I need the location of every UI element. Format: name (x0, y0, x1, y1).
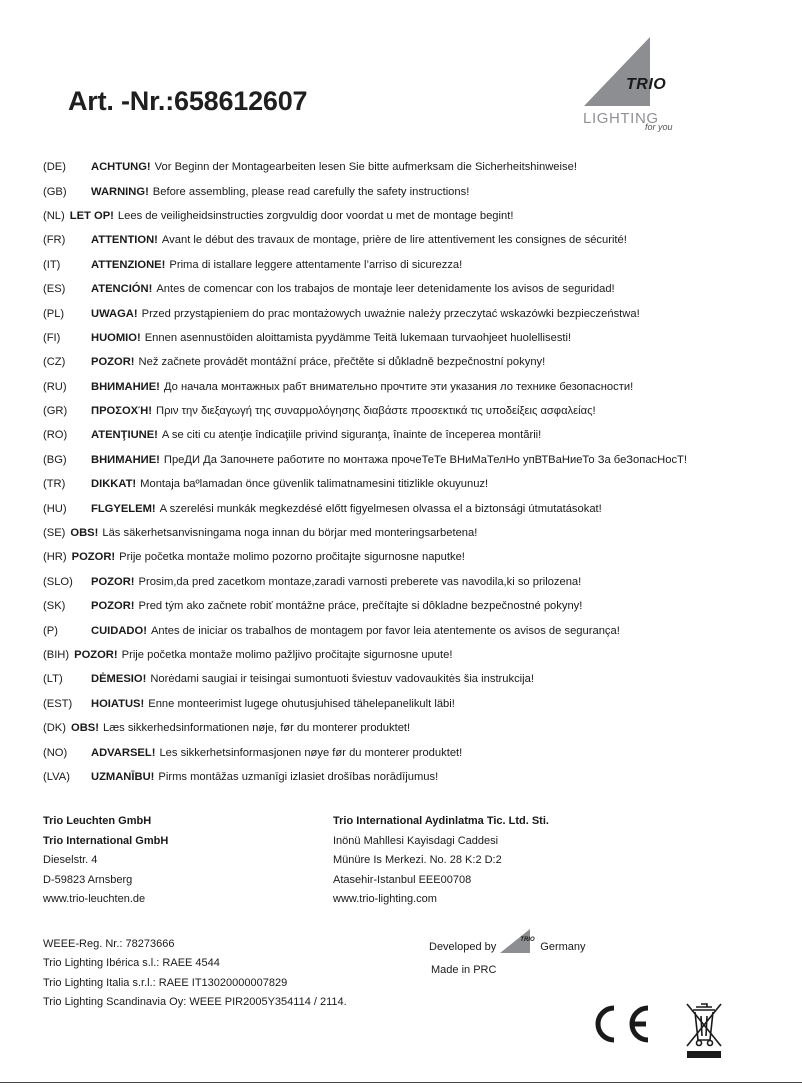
language-code: (NO) (43, 746, 68, 759)
warning-row (43, 545, 793, 569)
warning-text: Przed przystąpieniem do prac montażowych uważnie należy przeczytać wskazówki bezpieczeństwa! (141, 307, 640, 320)
warning-row (43, 594, 793, 618)
street: Inönü Mahllesi Kayisdagi Caddesi (333, 834, 499, 847)
language-code: (DK) (43, 722, 66, 735)
warning-row (43, 521, 793, 545)
city: Atasehir-Istanbul EEE00708 (333, 873, 472, 886)
warning-row (43, 375, 793, 399)
warning-row (43, 204, 793, 228)
logo-lighting: LIGHTING (583, 110, 659, 127)
warning-row (43, 692, 793, 716)
warning-row (43, 326, 793, 350)
language-code: (IT) (43, 258, 61, 271)
warning-keyword: UWAGA! (91, 307, 138, 320)
company-name: Trio International GmbH (43, 834, 169, 847)
warning-text: Antes de iniciar os trabalhos de montagem por favor leia atentemente os avisos de segurança! (150, 624, 620, 637)
registrations (43, 935, 347, 1012)
warning-keyword: POZOR! (71, 551, 116, 564)
registration-line: WEEE-Reg. Nr.: 78273666 (43, 938, 175, 950)
language-code: (RU) (43, 380, 67, 393)
warning-text: Enne monteerimist lugege ohutusjuhised tähelepanelikult läbi! (148, 697, 455, 710)
warning-row (43, 765, 793, 789)
article-number-title: Art. -Nr.:658612607 (68, 86, 308, 116)
warning-text: Avant le début des travaux de montage, prière de lire attentivement les consignes de sécurité! (161, 234, 627, 247)
language-code: (P) (43, 624, 58, 637)
ce-mark-icon (586, 1002, 656, 1046)
warning-text: A se citi cu atenţie îndicaţiile privind siguranţa, înainte de începerea montării! (161, 429, 542, 442)
address-turkey (333, 812, 549, 910)
logo-tagline: for you (645, 122, 673, 132)
warning-keyword: DĖMESIO! (91, 673, 147, 686)
warning-keyword: OBS! (70, 527, 99, 540)
warning-keyword: ΠΡΟΣΟΧΉ! (91, 405, 152, 418)
warning-keyword: POZOR! (91, 356, 135, 369)
warning-text: Lees de veiligheidsinstructies zorgvuldig door voordat u met de montage begint! (117, 209, 514, 222)
warning-keyword: ADVARSEL! (91, 746, 156, 759)
warning-keyword: ATENCIÓN! (91, 283, 153, 296)
warning-row (43, 618, 793, 642)
building: Münüre Is Merkezi. No. 28 K:2 D:2 (333, 854, 502, 866)
warning-keyword: LET OP! (69, 209, 114, 222)
warning-keyword: FLGYELEM! (91, 502, 156, 515)
language-code: (SK) (43, 600, 66, 613)
warning-text: Before assembling, please read carefully the safety instructions! (152, 185, 470, 198)
language-code: (SLO) (43, 575, 73, 588)
warning-text: Læs sikkerhedsinformationen nøje, før du monterer produktet! (102, 722, 411, 735)
warning-keyword: WARNING! (91, 185, 149, 198)
warning-text: Les sikkerhetsinformasjonen nøye før du monterer produktet! (159, 746, 463, 759)
warning-text: Prima di istallare leggere attentamente l’arriso di sicurezza! (169, 258, 463, 271)
warning-row (43, 277, 793, 301)
warning-text: Než začnete provádět montážní práce, přečtěte si důkladně bezpečnostní pokyny! (138, 356, 546, 369)
developed-by-label: Developed by (429, 941, 497, 954)
city: D-59823 Arnsberg (43, 873, 133, 886)
language-code: (LT) (43, 673, 63, 686)
warning-row (43, 301, 793, 325)
language-code: (TR) (43, 478, 66, 491)
trio-mini-logo (500, 929, 540, 955)
warning-keyword: DIKKAT! (91, 478, 137, 491)
language-code: (DE) (43, 161, 66, 174)
warning-row (43, 643, 793, 667)
street: Dieselstr. 4 (43, 854, 98, 866)
website: www.trio-lighting.com (333, 893, 437, 905)
language-code: (HR) (43, 551, 67, 564)
warning-keyword: POZOR! (74, 649, 118, 661)
language-code: (HU) (43, 502, 67, 515)
website: www.trio-leuchten.de (43, 893, 146, 905)
warning-text: Antes de comencar con los trabajos de montaje leer detenidamente los avisos de seguridad! (156, 283, 615, 296)
language-code: (FI) (43, 331, 61, 344)
warning-text: Prije početka montaže molimo pažljivo pročitajte sigurnosne upute! (121, 649, 453, 661)
warning-keyword: ATENŢIUNE! (91, 429, 158, 442)
warning-keyword: ВНИМАНИЕ! (91, 453, 160, 466)
language-code: (BG) (43, 453, 67, 466)
warning-keyword: HUOMIO! (91, 331, 141, 344)
warning-text: Prosim,da pred zacetkom montaze,zaradi varnosti preberete vas navodila,ki so prilozena! (138, 575, 582, 588)
logo-brand: TRIO (626, 76, 667, 93)
warning-keyword: ATTENTION! (91, 234, 158, 247)
developed-by (429, 935, 586, 980)
warning-text: Ennen asennustöiden aloittamista pyydämme Teitä lukemaan turvaohjeet huolellisesti! (144, 331, 572, 344)
warning-keyword: ВНИМАНИЕ! (91, 380, 160, 393)
warning-text: Πριν την διεξαγωγή της συναρμολόγησης διαβάστε προσεκτικά τις υποδείξεις ασφαλείας! (155, 405, 596, 418)
page-bottom-rule (0, 1082, 802, 1083)
registration-line: Trio Lighting Scandinavia Oy: WEEE PIR2005Y354114 / 2114. (43, 995, 347, 1008)
language-code: (FR) (43, 234, 66, 247)
language-code: (BIH) (43, 649, 70, 661)
weee-crossed-bin-icon (683, 1000, 725, 1060)
warning-row (43, 667, 793, 691)
warning-text: Norėdami saugiai ir teisingai sumontuoti šviestuv vadovaukitės šia instrukcija! (150, 673, 534, 686)
company-name: Trio International Aydinlatma Tic. Ltd. Sti. (333, 815, 549, 827)
company-name: Trio Leuchten GmbH (43, 815, 152, 827)
warning-keyword: UZMANĪBU! (91, 770, 155, 783)
warning-text: Läs säkerhetsanvisningama noga innan du börjar med monteringsarbetena! (102, 527, 478, 540)
warning-keyword: HOIATUS! (91, 697, 145, 710)
warning-text: ПреДИ Да Започнете работите по монтажа прочеТеТе ВНиМаТелНо упВТВаНиеТо За беЗопасНосТ! (163, 453, 687, 466)
safety-warnings-list (43, 155, 793, 789)
warning-text: Vor Beginn der Montagearbeiten lesen Sie bitte aufmerksam die Sicherheitshinweise! (154, 161, 577, 174)
warning-row (43, 155, 793, 179)
language-code: (ES) (43, 283, 66, 296)
warning-row (43, 179, 793, 203)
address-germany (43, 812, 168, 910)
warning-keyword: POZOR! (91, 600, 135, 613)
warning-row (43, 716, 793, 740)
made-in: Made in PRC (431, 964, 497, 976)
warning-text: Pirms montāžas uzmanīgi izlasiet drošības norādījumus! (158, 770, 439, 783)
warning-text: A szerelési munkák megkezdésé előtt figyelmesen olvassa el a biztonsági útmutatásokat! (159, 502, 602, 515)
language-code: (NL) (43, 209, 65, 222)
language-code: (GR) (43, 405, 68, 418)
warning-keyword: POZOR! (91, 575, 135, 588)
language-code: (PL) (43, 307, 65, 320)
warning-text: Montaja baºlamadan önce güvenlik talimatnamesini titizlikle okuyunuz! (140, 478, 489, 491)
language-code: (CZ) (43, 356, 66, 369)
warning-keyword: ACHTUNG! (91, 161, 151, 174)
warning-text: Pred tým ako začnete robiť montážne práce, prečítajte si dôkladne bezpečnostné pokyny! (138, 600, 583, 613)
warning-keyword: OBS! (71, 722, 99, 735)
language-code: (RO) (43, 429, 68, 442)
language-code: (LVA) (43, 770, 70, 783)
warning-row (43, 399, 793, 423)
warning-row (43, 350, 793, 374)
mini-logo-brand: TRIO (520, 937, 535, 943)
developed-country: Germany (540, 941, 586, 954)
warning-row (43, 472, 793, 496)
warning-row (43, 423, 793, 447)
warning-row (43, 496, 793, 520)
language-code: (EST) (43, 697, 73, 710)
warning-row (43, 740, 793, 764)
warning-keyword: CUIDADO! (91, 624, 147, 637)
warning-text: Prije početka montaže molimo pozorno pročitajte sigurnosne naputke! (119, 551, 465, 564)
registration-line: Trio Lighting Italia s.r.l.: RAEE IT13020000007829 (43, 976, 288, 989)
language-code: (GB) (43, 185, 67, 198)
warning-row (43, 253, 793, 277)
warning-row (43, 448, 793, 472)
warning-row (43, 228, 793, 252)
warning-text: До начала монтажных рабт внимательно прочтите эти указания ло технике безопасности! (163, 380, 634, 393)
warning-row (43, 570, 793, 594)
language-code: (SE) (43, 527, 66, 540)
registration-line: Trio Lighting Ibérica s.l.: RAEE 4544 (43, 957, 220, 970)
warning-keyword: ATTENZIONE! (91, 258, 166, 271)
